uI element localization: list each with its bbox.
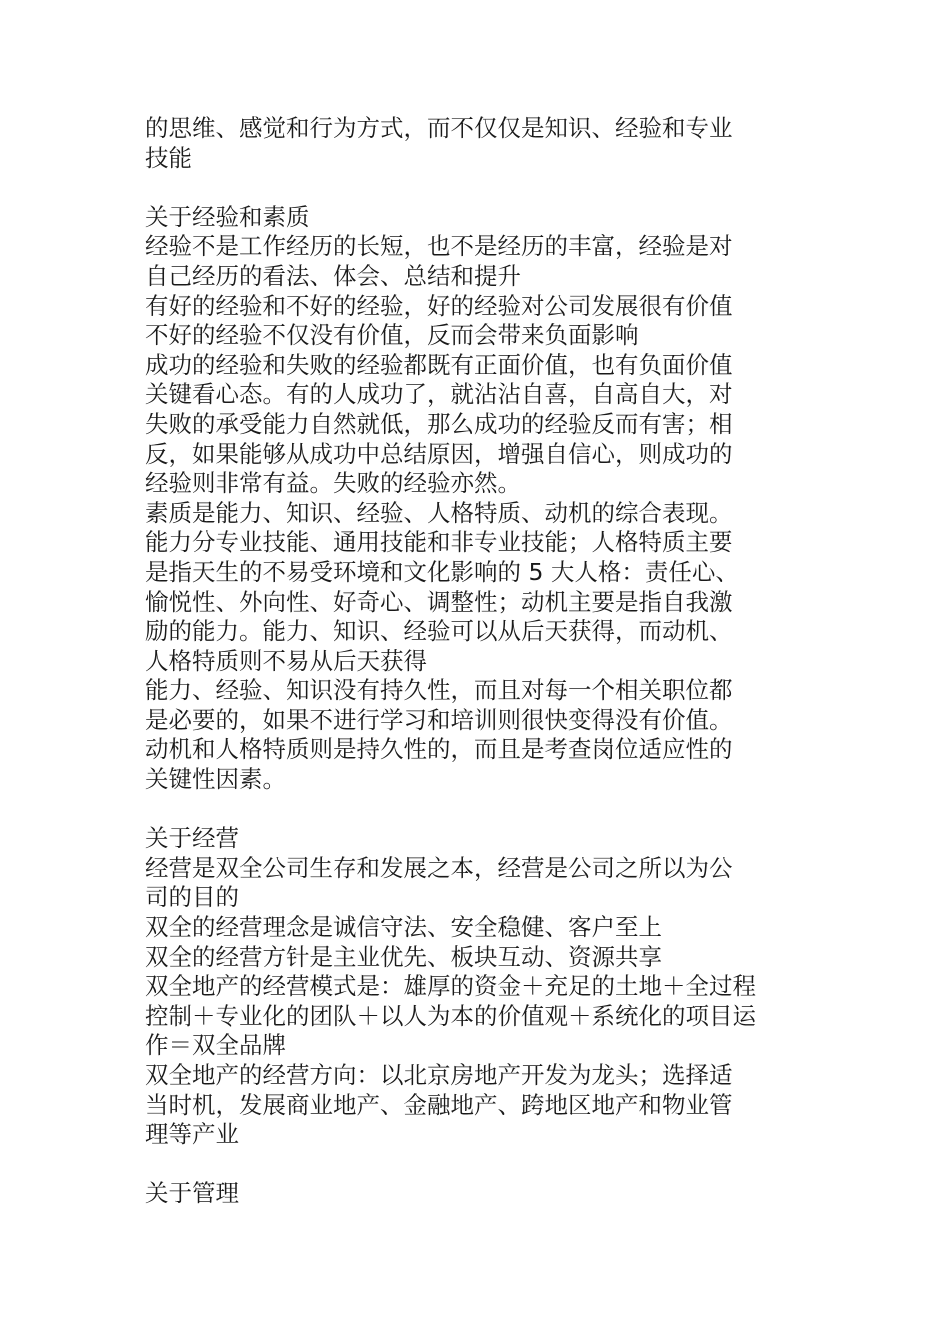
text-line: 关键性因素。 [145,765,286,794]
text-line: 自己经历的看法、体会、总结和提升 [145,261,521,290]
text-line: 人格特质则不易从后天获得 [145,646,427,675]
text-line: 司的目的 [145,883,239,912]
blank-line [145,795,810,825]
text-line: 双全地产的经营模式是：雄厚的资金＋充足的土地＋全过程 [145,972,756,1001]
text-line: 关于管理 [145,1179,239,1208]
text-line: 技能 [145,143,192,172]
text-line: 能力分专业技能、通用技能和非专业技能；人格特质主要 [145,528,733,557]
text-line: 理等产业 [145,1120,239,1149]
text-line: 关于经验和素质 [145,202,310,231]
text-line: 成功的经验和失败的经验都既有正面价值，也有负面价值 [145,350,733,379]
text-line: 经验则非常有益。失败的经验亦然。 [145,469,521,498]
text-line: 经营是双全公司生存和发展之本，经营是公司之所以为公 [145,853,733,882]
blank-line [145,1150,810,1180]
blank-line [145,173,810,203]
text-line: 双全的经营方针是主业优先、板块互动、资源共享 [145,942,662,971]
text-line: 关键看心态。有的人成功了，就沾沾自喜，自高自大，对 [145,380,733,409]
text-line: 关于经营 [145,824,239,853]
text-line: 控制＋专业化的团队＋以人为本的价值观＋系统化的项目运 [145,1001,756,1030]
text-line: 能力、经验、知识没有持久性，而且对每一个相关职位都 [145,676,733,705]
text-line: 动机和人格特质则是持久性的，而且是考查岗位适应性的 [145,735,733,764]
text-line: 当时机，发展商业地产、金融地产、跨地区地产和物业管 [145,1090,733,1119]
text-line: 双全地产的经营方向：以北京房地产开发为龙头；选择适 [145,1061,733,1089]
text-line: 的思维、感觉和行为方式，而不仅仅是知识、经验和专业 [145,114,733,142]
text-line: 素质是能力、知识、经验、人格特质、动机的综合表现。 [145,498,733,527]
text-line: 有好的经验和不好的经验，好的经验对公司发展很有价值 [145,291,733,320]
text-line: 反，如果能够从成功中总结原因，增强自信心，则成功的 [145,439,733,468]
document-body [145,114,810,1209]
text-line: 愉悦性、外向性、好奇心、调整性；动机主要是指自我激 [145,587,733,616]
text-line: 不好的经验不仅没有价值，反而会带来负面影响 [145,321,639,350]
text-line: 是指天生的不易受环境和文化影响的 5 大人格：责任心、 [145,557,739,586]
text-line: 双全的经营理念是诚信守法、安全稳健、客户至上 [145,913,662,942]
text-line: 作＝双全品牌 [145,1031,286,1060]
text-line: 失败的承受能力自然就低，那么成功的经验反而有害；相 [145,409,733,438]
text-line: 励的能力。能力、知识、经验可以从后天获得，而动机、 [145,617,733,646]
text-line: 是必要的，如果不进行学习和培训则很快变得没有价值。 [145,705,733,734]
text-line: 经验不是工作经历的长短，也不是经历的丰富，经验是对 [145,232,733,261]
